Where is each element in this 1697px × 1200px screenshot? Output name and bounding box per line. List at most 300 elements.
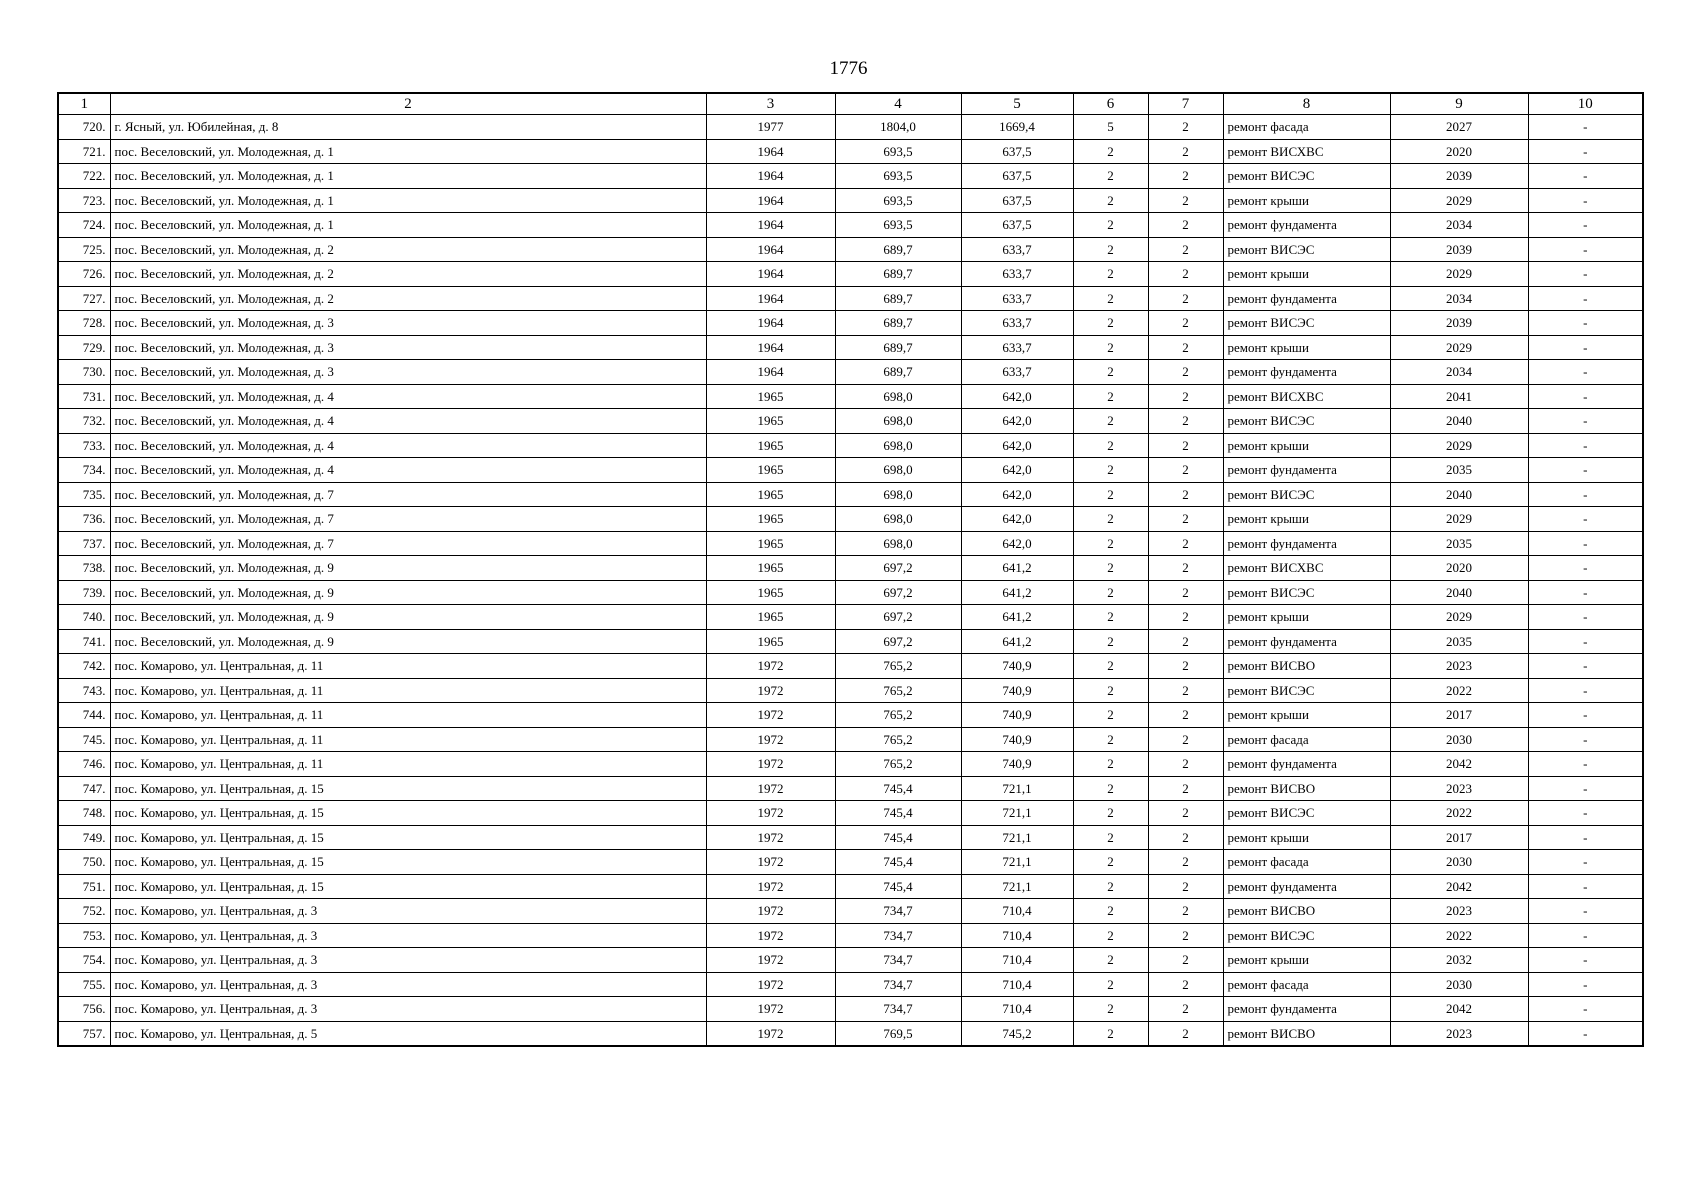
table-row [58,948,1643,973]
entrances-cell: 2 [1148,213,1223,238]
year-cell: 1964 [706,311,835,336]
address-cell: пос. Веселовский, ул. Молодежная, д. 4 [110,409,706,434]
planned-year-cell: 2022 [1390,923,1528,948]
work-type-cell: ремонт ВИСЭС [1223,678,1390,703]
row-number-cell: 742. [58,654,110,679]
floors-cell: 2 [1073,825,1148,850]
table-row [58,213,1643,238]
living-area-cell: 642,0 [961,409,1073,434]
planned-year-cell: 2030 [1390,972,1528,997]
column-header: 9 [1390,93,1528,115]
note-cell: - [1528,580,1643,605]
address-cell: пос. Веселовский, ул. Молодежная, д. 4 [110,384,706,409]
row-number-cell: 733. [58,433,110,458]
entrances-cell: 2 [1148,874,1223,899]
row-number-cell: 748. [58,801,110,826]
year-cell: 1964 [706,213,835,238]
row-number-cell: 723. [58,188,110,213]
address-cell: пос. Комарово, ул. Центральная, д. 11 [110,678,706,703]
living-area-cell: 637,5 [961,188,1073,213]
total-area-cell: 765,2 [835,752,961,777]
planned-year-cell: 2040 [1390,482,1528,507]
row-number-cell: 736. [58,507,110,532]
living-area-cell: 642,0 [961,507,1073,532]
table-row [58,433,1643,458]
planned-year-cell: 2032 [1390,948,1528,973]
planned-year-cell: 2039 [1390,237,1528,262]
floors-cell: 2 [1073,556,1148,581]
year-cell: 1972 [706,899,835,924]
entrances-cell: 2 [1148,1021,1223,1046]
address-cell: пос. Комарово, ул. Центральная, д. 5 [110,1021,706,1046]
floors-cell: 2 [1073,335,1148,360]
year-cell: 1972 [706,923,835,948]
address-cell: пос. Комарово, ул. Центральная, д. 11 [110,727,706,752]
address-cell: пос. Комарово, ул. Центральная, д. 11 [110,703,706,728]
living-area-cell: 633,7 [961,335,1073,360]
year-cell: 1964 [706,262,835,287]
work-type-cell: ремонт ВИСВО [1223,899,1390,924]
table-row [58,409,1643,434]
living-area-cell: 740,9 [961,727,1073,752]
note-cell: - [1528,262,1643,287]
total-area-cell: 745,4 [835,776,961,801]
note-cell: - [1528,213,1643,238]
total-area-cell: 693,5 [835,164,961,189]
address-cell: пос. Веселовский, ул. Молодежная, д. 1 [110,139,706,164]
year-cell: 1972 [706,727,835,752]
entrances-cell: 2 [1148,825,1223,850]
note-cell: - [1528,458,1643,483]
floors-cell: 2 [1073,899,1148,924]
address-cell: пос. Комарово, ул. Центральная, д. 3 [110,948,706,973]
note-cell: - [1528,801,1643,826]
row-number-cell: 743. [58,678,110,703]
total-area-cell: 697,2 [835,629,961,654]
entrances-cell: 2 [1148,360,1223,385]
note-cell: - [1528,825,1643,850]
table-row [58,360,1643,385]
work-type-cell: ремонт фундамента [1223,286,1390,311]
work-type-cell: ремонт фундамента [1223,213,1390,238]
floors-cell: 2 [1073,286,1148,311]
note-cell: - [1528,482,1643,507]
total-area-cell: 765,2 [835,727,961,752]
floors-cell: 2 [1073,727,1148,752]
total-area-cell: 698,0 [835,531,961,556]
planned-year-cell: 2029 [1390,335,1528,360]
address-cell: пос. Веселовский, ул. Молодежная, д. 9 [110,556,706,581]
total-area-cell: 765,2 [835,654,961,679]
floors-cell: 2 [1073,213,1148,238]
entrances-cell: 2 [1148,801,1223,826]
column-header: 5 [961,93,1073,115]
note-cell: - [1528,654,1643,679]
note-cell: - [1528,531,1643,556]
entrances-cell: 2 [1148,752,1223,777]
planned-year-cell: 2035 [1390,458,1528,483]
table-row [58,776,1643,801]
total-area-cell: 698,0 [835,433,961,458]
planned-year-cell: 2029 [1390,507,1528,532]
row-number-cell: 757. [58,1021,110,1046]
total-area-cell: 734,7 [835,948,961,973]
table-row [58,678,1643,703]
work-type-cell: ремонт фундамента [1223,360,1390,385]
total-area-cell: 698,0 [835,482,961,507]
year-cell: 1965 [706,458,835,483]
year-cell: 1965 [706,556,835,581]
address-cell: пос. Веселовский, ул. Молодежная, д. 7 [110,507,706,532]
table-row [58,580,1643,605]
living-area-cell: 633,7 [961,237,1073,262]
living-area-cell: 721,1 [961,825,1073,850]
year-cell: 1972 [706,997,835,1022]
total-area-cell: 693,5 [835,213,961,238]
planned-year-cell: 2023 [1390,776,1528,801]
row-number-cell: 753. [58,923,110,948]
entrances-cell: 2 [1148,654,1223,679]
floors-cell: 2 [1073,605,1148,630]
row-number-cell: 729. [58,335,110,360]
total-area-cell: 745,4 [835,825,961,850]
note-cell: - [1528,752,1643,777]
floors-cell: 2 [1073,752,1148,777]
floors-cell: 2 [1073,262,1148,287]
row-number-cell: 730. [58,360,110,385]
entrances-cell: 2 [1148,384,1223,409]
note-cell: - [1528,678,1643,703]
total-area-cell: 697,2 [835,556,961,581]
entrances-cell: 2 [1148,531,1223,556]
table-row [58,825,1643,850]
living-area-cell: 745,2 [961,1021,1073,1046]
living-area-cell: 1669,4 [961,115,1073,140]
total-area-cell: 689,7 [835,262,961,287]
note-cell: - [1528,972,1643,997]
entrances-cell: 2 [1148,139,1223,164]
living-area-cell: 710,4 [961,899,1073,924]
total-area-cell: 689,7 [835,286,961,311]
floors-cell: 2 [1073,948,1148,973]
table-row [58,997,1643,1022]
table-row [58,482,1643,507]
row-number-cell: 724. [58,213,110,238]
page-number: 1776 [829,58,868,79]
column-header: 6 [1073,93,1148,115]
note-cell: - [1528,139,1643,164]
work-type-cell: ремонт фасада [1223,972,1390,997]
column-header: 10 [1528,93,1643,115]
note-cell: - [1528,507,1643,532]
address-cell: пос. Веселовский, ул. Молодежная, д. 1 [110,213,706,238]
table-row [58,727,1643,752]
living-area-cell: 637,5 [961,139,1073,164]
living-area-cell: 710,4 [961,997,1073,1022]
floors-cell: 2 [1073,874,1148,899]
address-cell: пос. Веселовский, ул. Молодежная, д. 9 [110,580,706,605]
floors-cell: 2 [1073,531,1148,556]
living-area-cell: 641,2 [961,556,1073,581]
address-cell: пос. Веселовский, ул. Молодежная, д. 9 [110,605,706,630]
column-header: 7 [1148,93,1223,115]
note-cell: - [1528,629,1643,654]
living-area-cell: 740,9 [961,678,1073,703]
note-cell: - [1528,776,1643,801]
row-number-cell: 745. [58,727,110,752]
living-area-cell: 721,1 [961,776,1073,801]
floors-cell: 2 [1073,801,1148,826]
note-cell: - [1528,360,1643,385]
table-row [58,164,1643,189]
living-area-cell: 641,2 [961,580,1073,605]
table-row [58,972,1643,997]
row-number-cell: 726. [58,262,110,287]
entrances-cell: 2 [1148,629,1223,654]
total-area-cell: 689,7 [835,335,961,360]
note-cell: - [1528,923,1643,948]
table-row [58,703,1643,728]
work-type-cell: ремонт крыши [1223,335,1390,360]
planned-year-cell: 2042 [1390,874,1528,899]
entrances-cell: 2 [1148,335,1223,360]
living-area-cell: 710,4 [961,972,1073,997]
living-area-cell: 642,0 [961,531,1073,556]
floors-cell: 2 [1073,997,1148,1022]
year-cell: 1972 [706,850,835,875]
entrances-cell: 2 [1148,556,1223,581]
floors-cell: 2 [1073,923,1148,948]
row-number-cell: 741. [58,629,110,654]
table-row [58,384,1643,409]
address-cell: пос. Комарово, ул. Центральная, д. 3 [110,923,706,948]
row-number-cell: 734. [58,458,110,483]
year-cell: 1972 [706,825,835,850]
row-number-cell: 752. [58,899,110,924]
planned-year-cell: 2042 [1390,997,1528,1022]
total-area-cell: 689,7 [835,311,961,336]
floors-cell: 2 [1073,409,1148,434]
note-cell: - [1528,556,1643,581]
note-cell: - [1528,335,1643,360]
address-cell: пос. Веселовский, ул. Молодежная, д. 2 [110,286,706,311]
living-area-cell: 642,0 [961,384,1073,409]
row-number-cell: 727. [58,286,110,311]
entrances-cell: 2 [1148,678,1223,703]
row-number-cell: 735. [58,482,110,507]
year-cell: 1964 [706,335,835,360]
living-area-cell: 633,7 [961,311,1073,336]
floors-cell: 2 [1073,458,1148,483]
living-area-cell: 740,9 [961,752,1073,777]
work-type-cell: ремонт фундамента [1223,458,1390,483]
address-cell: пос. Веселовский, ул. Молодежная, д. 1 [110,188,706,213]
table-row [58,923,1643,948]
row-number-cell: 737. [58,531,110,556]
year-cell: 1965 [706,482,835,507]
entrances-cell: 2 [1148,605,1223,630]
total-area-cell: 693,5 [835,139,961,164]
living-area-cell: 637,5 [961,164,1073,189]
address-cell: пос. Комарово, ул. Центральная, д. 3 [110,899,706,924]
note-cell: - [1528,433,1643,458]
total-area-cell: 765,2 [835,678,961,703]
year-cell: 1965 [706,433,835,458]
address-cell: пос. Комарово, ул. Центральная, д. 15 [110,874,706,899]
living-area-cell: 642,0 [961,482,1073,507]
note-cell: - [1528,286,1643,311]
planned-year-cell: 2034 [1390,213,1528,238]
note-cell: - [1528,850,1643,875]
row-number-cell: 751. [58,874,110,899]
floors-cell: 2 [1073,580,1148,605]
total-area-cell: 765,2 [835,703,961,728]
planned-year-cell: 2027 [1390,115,1528,140]
note-cell: - [1528,311,1643,336]
note-cell: - [1528,948,1643,973]
table-row [58,899,1643,924]
table-row [58,335,1643,360]
work-type-cell: ремонт ВИСЭС [1223,801,1390,826]
total-area-cell: 745,4 [835,874,961,899]
address-cell: пос. Комарово, ул. Центральная, д. 15 [110,825,706,850]
entrances-cell: 2 [1148,727,1223,752]
year-cell: 1965 [706,605,835,630]
table-row [58,654,1643,679]
row-number-cell: 747. [58,776,110,801]
note-cell: - [1528,409,1643,434]
address-cell: пос. Веселовский, ул. Молодежная, д. 2 [110,237,706,262]
year-cell: 1972 [706,654,835,679]
floors-cell: 2 [1073,654,1148,679]
work-type-cell: ремонт фундамента [1223,629,1390,654]
work-type-cell: ремонт ВИСХВС [1223,139,1390,164]
floors-cell: 2 [1073,384,1148,409]
entrances-cell: 2 [1148,433,1223,458]
table-body [58,115,1643,1047]
planned-year-cell: 2034 [1390,286,1528,311]
year-cell: 1964 [706,139,835,164]
table-row [58,262,1643,287]
year-cell: 1964 [706,164,835,189]
year-cell: 1972 [706,678,835,703]
note-cell: - [1528,164,1643,189]
table-row [58,752,1643,777]
note-cell: - [1528,188,1643,213]
total-area-cell: 697,2 [835,605,961,630]
work-type-cell: ремонт ВИСЭС [1223,580,1390,605]
entrances-cell: 2 [1148,703,1223,728]
planned-year-cell: 2042 [1390,752,1528,777]
year-cell: 1964 [706,286,835,311]
total-area-cell: 1804,0 [835,115,961,140]
work-type-cell: ремонт ВИСЭС [1223,923,1390,948]
address-cell: пос. Веселовский, ул. Молодежная, д. 9 [110,629,706,654]
work-type-cell: ремонт фасада [1223,850,1390,875]
address-cell: пос. Комарово, ул. Центральная, д. 3 [110,972,706,997]
work-type-cell: ремонт ВИСЭС [1223,311,1390,336]
entrances-cell: 2 [1148,923,1223,948]
floors-cell: 2 [1073,776,1148,801]
planned-year-cell: 2029 [1390,262,1528,287]
planned-year-cell: 2023 [1390,899,1528,924]
year-cell: 1965 [706,580,835,605]
entrances-cell: 2 [1148,997,1223,1022]
row-number-cell: 755. [58,972,110,997]
planned-year-cell: 2022 [1390,678,1528,703]
work-type-cell: ремонт крыши [1223,948,1390,973]
year-cell: 1972 [706,1021,835,1046]
year-cell: 1972 [706,776,835,801]
work-type-cell: ремонт крыши [1223,507,1390,532]
address-cell: пос. Веселовский, ул. Молодежная, д. 7 [110,482,706,507]
planned-year-cell: 2035 [1390,629,1528,654]
table-row [58,1021,1643,1046]
table-row [58,311,1643,336]
row-number-cell: 744. [58,703,110,728]
work-type-cell: ремонт ВИСХВС [1223,556,1390,581]
living-area-cell: 710,4 [961,923,1073,948]
row-number-cell: 721. [58,139,110,164]
address-cell: пос. Комарово, ул. Центральная, д. 3 [110,997,706,1022]
planned-year-cell: 2029 [1390,433,1528,458]
table-row [58,188,1643,213]
work-type-cell: ремонт фасада [1223,727,1390,752]
work-type-cell: ремонт крыши [1223,703,1390,728]
entrances-cell: 2 [1148,507,1223,532]
total-area-cell: 689,7 [835,237,961,262]
total-area-cell: 734,7 [835,899,961,924]
column-header: 8 [1223,93,1390,115]
total-area-cell: 693,5 [835,188,961,213]
planned-year-cell: 2029 [1390,188,1528,213]
row-number-cell: 731. [58,384,110,409]
planned-year-cell: 2030 [1390,850,1528,875]
table-row [58,605,1643,630]
entrances-cell: 2 [1148,482,1223,507]
year-cell: 1972 [706,948,835,973]
year-cell: 1972 [706,874,835,899]
total-area-cell: 734,7 [835,923,961,948]
entrances-cell: 2 [1148,262,1223,287]
work-type-cell: ремонт крыши [1223,262,1390,287]
floors-cell: 2 [1073,164,1148,189]
year-cell: 1964 [706,237,835,262]
note-cell: - [1528,899,1643,924]
row-number-cell: 725. [58,237,110,262]
work-type-cell: ремонт ВИСВО [1223,654,1390,679]
planned-year-cell: 2040 [1390,409,1528,434]
registry-table [57,92,1644,1047]
row-number-cell: 746. [58,752,110,777]
table-row [58,556,1643,581]
entrances-cell: 2 [1148,164,1223,189]
entrances-cell: 2 [1148,286,1223,311]
address-cell: г. Ясный, ул. Юбилейная, д. 8 [110,115,706,140]
floors-cell: 2 [1073,850,1148,875]
address-cell: пос. Комарово, ул. Центральная, д. 15 [110,850,706,875]
entrances-cell: 2 [1148,899,1223,924]
address-cell: пос. Комарово, ул. Центральная, д. 15 [110,776,706,801]
table-row [58,801,1643,826]
work-type-cell: ремонт ВИСХВС [1223,384,1390,409]
work-type-cell: ремонт ВИСЭС [1223,164,1390,189]
work-type-cell: ремонт фундамента [1223,752,1390,777]
planned-year-cell: 2023 [1390,1021,1528,1046]
floors-cell: 2 [1073,482,1148,507]
floors-cell: 2 [1073,188,1148,213]
year-cell: 1972 [706,752,835,777]
